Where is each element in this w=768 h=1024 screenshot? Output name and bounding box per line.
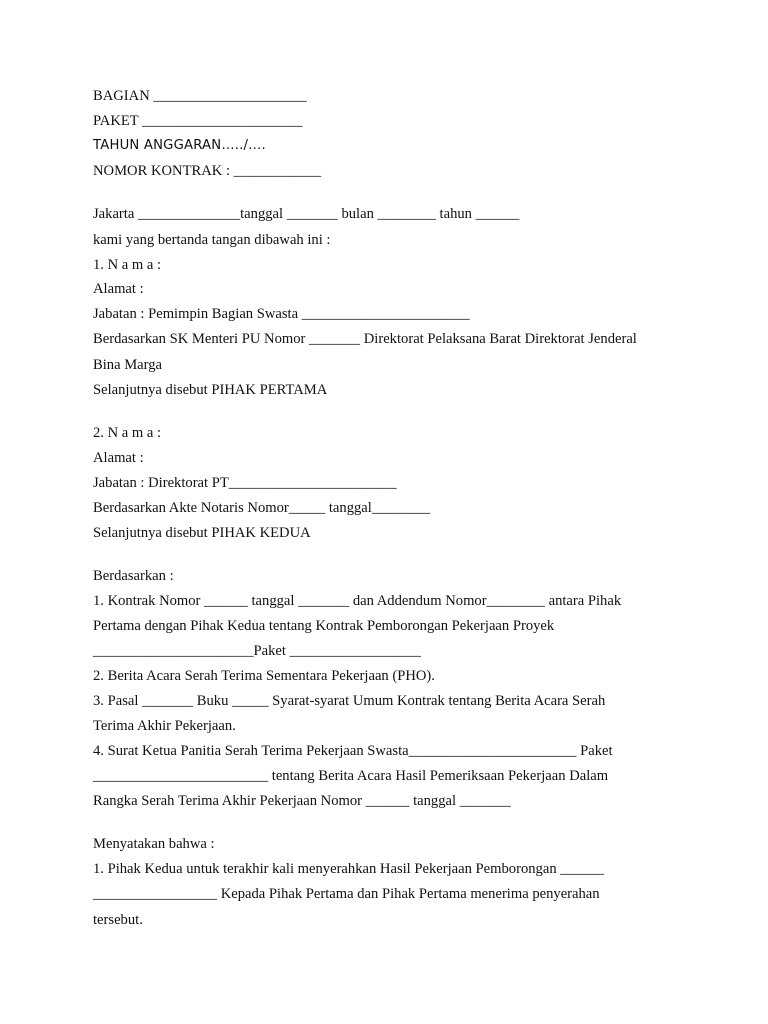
berdasarkan-item4-line2: ________________________ tentang Berita Acara Hasil Pemeriksaan Pekerjaan Dalam [93, 768, 609, 784]
berdasarkan-item4-line1: 4. Surat Ketua Panitia Serah Terima Pekerjaan Swasta_______________________ Paket [93, 743, 613, 759]
berdasarkan-item1-line2: Pertama dengan Pihak Kedua tentang Kontrak Pemborongan Pekerjaan Proyek [93, 618, 555, 634]
berdasarkan-item4-line3: Rangka Serah Terima Akhir Pekerjaan Nomor ______ tanggal _______ [93, 793, 511, 809]
party-two-alamat: Alamat : [93, 450, 144, 466]
party-one-nama: 1. N a m a : [93, 257, 162, 273]
berdasarkan-item3-line2: Terima Akhir Pekerjaan. [93, 718, 236, 734]
party-two-sebutan: Selanjutnya disebut PIHAK KEDUA [93, 525, 311, 541]
berdasarkan-heading: Berdasarkan : [93, 568, 174, 584]
party-two-dasar: Berdasarkan Akte Notaris Nomor_____ tanggal________ [93, 500, 431, 516]
party-one-dasar-line1: Berdasarkan SK Menteri PU Nomor _______ Direktorat Pelaksana Barat Direktorat Jenderal [93, 331, 637, 347]
party-one-alamat: Alamat : [93, 281, 144, 297]
menyatakan-item1-line3: tersebut. [93, 912, 143, 928]
paket-line: PAKET ______________________ [93, 113, 303, 129]
intro-line: kami yang bertanda tangan dibawah ini : [93, 232, 331, 248]
berdasarkan-item3-line1: 3. Pasal _______ Buku _____ Syarat-syarat Umum Kontrak tentang Berita Acara Serah [93, 693, 606, 709]
menyatakan-heading: Menyatakan bahwa : [93, 836, 215, 852]
menyatakan-item1-line2: _________________ Kepada Pihak Pertama dan Pihak Pertama menerima penyerahan [93, 886, 600, 902]
place-date-line: Jakarta ______________tanggal _______ bulan ________ tahun ______ [93, 206, 520, 222]
berdasarkan-item2: 2. Berita Acara Serah Terima Sementara Pekerjaan (PHO). [93, 668, 435, 684]
nomor-kontrak-line: NOMOR KONTRAK : ____________ [93, 163, 322, 179]
party-one-jabatan: Jabatan : Pemimpin Bagian Swasta _______________________ [93, 306, 470, 322]
bagian-line: BAGIAN _____________________ [93, 88, 307, 104]
menyatakan-item1-line1: 1. Pihak Kedua untuk terakhir kali menyerahkan Hasil Pekerjaan Pemborongan ______ [93, 861, 605, 877]
berdasarkan-item1-line1: 1. Kontrak Nomor ______ tanggal _______ dan Addendum Nomor________ antara Pihak [93, 593, 622, 609]
party-one-dasar-line2: Bina Marga [93, 357, 163, 373]
party-two-jabatan: Jabatan : Direktorat PT_______________________ [93, 475, 397, 491]
party-two-nama: 2. N a m a : [93, 425, 162, 441]
berdasarkan-item1-line3: ______________________Paket __________________ [93, 643, 421, 659]
tahun-anggaran-line: TAHUN ANGGARAN…../…. [93, 138, 266, 153]
party-one-sebutan: Selanjutnya disebut PIHAK PERTAMA [93, 382, 328, 398]
